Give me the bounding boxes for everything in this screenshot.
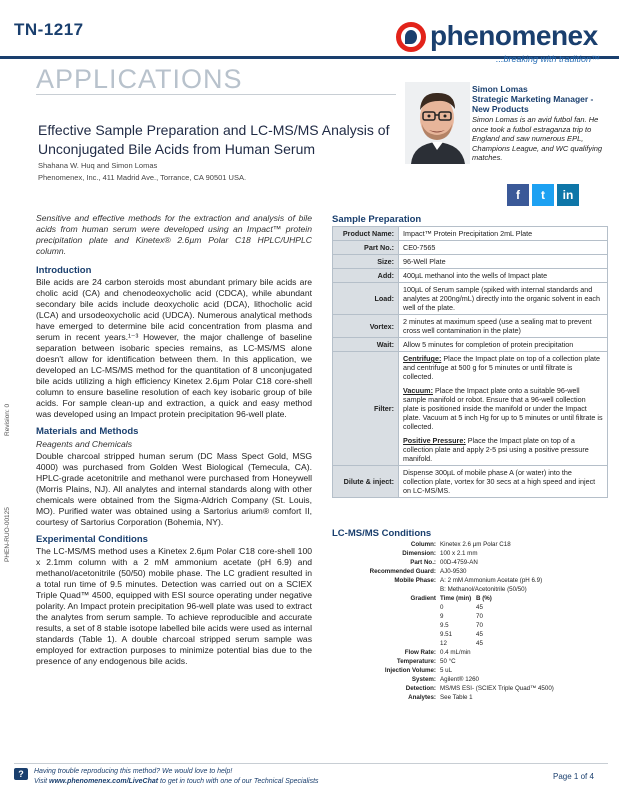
- section-underline: [36, 94, 396, 95]
- condition-key: Part No.:: [410, 559, 436, 566]
- table-row: [333, 466, 608, 498]
- list-item: [332, 693, 608, 702]
- gradient-row: [440, 639, 608, 648]
- row-key: Vortex:: [333, 315, 399, 338]
- author-affiliation: Phenomenex, Inc., 411 Madrid Ave., Torrance, CA 90501 USA.: [38, 173, 247, 182]
- phenomenex-logo-icon: [396, 22, 426, 52]
- row-value: 2 minutes at maximum speed (use a sealing mat to prevent cross well contamination in the plate): [399, 315, 608, 338]
- author-names: Shahana W. Huq and Simon Lomas: [38, 161, 158, 170]
- condition-value: AJ0-9530: [440, 568, 467, 575]
- list-item: [332, 648, 608, 657]
- footer-help-text: Having trouble reproducing this method? We would love to help!: [34, 768, 233, 775]
- twitter-icon[interactable]: t: [532, 184, 554, 206]
- gradient-time: 0: [440, 604, 444, 611]
- abstract: Sensitive and effective methods for the extraction and analysis of bile acids from human serum were developed using an Impact™ protein precipitation plate and Kinetex® 2.6µm Polar C18 HPLC/UHPLC column.: [36, 213, 312, 256]
- row-key: Part No.:: [333, 241, 399, 255]
- list-item: [332, 666, 608, 675]
- condition-key: Mobile Phase:: [394, 577, 436, 584]
- page-number: Page 1 of 4: [553, 772, 594, 781]
- section-label: APPLICATIONS: [36, 64, 243, 94]
- filter-centrifuge: [403, 354, 603, 381]
- list-item: [332, 657, 608, 666]
- filter-vacuum: [403, 386, 603, 431]
- lc-conditions-list: [332, 540, 608, 702]
- footer-divider: [14, 763, 608, 764]
- condition-value: See Table 1: [440, 694, 473, 701]
- list-item: [332, 675, 608, 684]
- table-row: [333, 269, 608, 283]
- left-column: [36, 213, 312, 667]
- table-row: [333, 338, 608, 352]
- gradient-block: [332, 594, 608, 648]
- row-value: 100µL of Serum sample (spiked with internal standards and analytes at 200ng/mL) directly into the organic solvent in each well of the plate.: [399, 283, 608, 315]
- condition-key: Recommended Guard:: [369, 568, 436, 575]
- gradient-col-time: Time (min): [440, 595, 472, 602]
- condition-value: 0.4 mL/min: [440, 649, 471, 656]
- table-row: [333, 283, 608, 315]
- condition-key: [332, 585, 440, 594]
- row-key: Filter:: [333, 352, 399, 466]
- footer-contact: [34, 778, 319, 785]
- row-value: 96-Well Plate: [399, 255, 608, 269]
- reagents-text: Double charcoal stripped human serum (DC Mass Spect Gold, MSG 4000) was purchased from Golden West Biological (Temecula, CA). HPLC-grade acetonitrile and methanol were purchased from Honeywell (Morris Plains, NJ). All analytes and internal standards along with other chemicals were obtained from the Sigma-Aldrich Company (St. Louis, MO). Purified water was obtained using a Sartorius arium® comfort II, courtesy of Sartorius Corporation (Bohemia, NY).: [36, 451, 312, 527]
- condition-value: Kinetex 2.6 µm Polar C18: [440, 541, 511, 548]
- row-value: Allow 5 minutes for completion of protein precipitation: [399, 338, 608, 352]
- condition-value: 5 uL: [440, 667, 453, 674]
- condition-value: 00D-4759-AN: [440, 559, 478, 566]
- author-spotlight: [472, 84, 610, 163]
- article-authors: [38, 160, 388, 184]
- author-photo-illustration: [405, 82, 470, 164]
- vacuum-text: Place the Impact plate onto a suitable 96-well sample manifold or robot. Ensure that a 96-well collection plate is positioned inside the manifold or under the Impact plate. Vacuum at 5 inch Hg for up to 5 minutes or until filtrate is collected.: [403, 386, 603, 431]
- gradient-time: 9.51: [440, 631, 453, 638]
- spotlight-role: Strategic Marketing Manager - New Products: [472, 94, 594, 114]
- gradient-time: 12: [440, 640, 447, 647]
- row-key: Size:: [333, 255, 399, 269]
- condition-value: Agilent® 1260: [440, 676, 479, 683]
- gradient-row: [440, 621, 608, 630]
- sample-prep-table: [332, 226, 608, 498]
- livechat-link[interactable]: www.phenomenex.com/LiveChat: [49, 778, 159, 785]
- list-item: [332, 585, 608, 594]
- row-value: Dispense 300µL of mobile phase A (or water) into the collection plate, vortex for 30 secs at a high speed and inject on LC-MS/MS.: [399, 466, 608, 498]
- materials-heading: Materials and Methods: [36, 426, 139, 437]
- spotlight-bio: Simon Lomas is an avid futbol fan. He once took a futbol estraganza trip to England and saw numerous EPL, Champions League, and WC qualifying matches.: [472, 115, 603, 162]
- centrifuge-label: Centrifuge:: [403, 354, 442, 363]
- centrifuge-text: Place the Impact plate on top of a collection plate and centrifuge at 500 g for 5 minutes or until filtrate is collected.: [403, 354, 600, 381]
- list-item: [332, 567, 608, 576]
- condition-key: Injection Volume:: [384, 667, 436, 674]
- phenomenex-logo[interactable]: [396, 18, 606, 66]
- facebook-icon[interactable]: f: [507, 184, 529, 206]
- spotlight-name: Simon Lomas: [472, 84, 528, 94]
- linkedin-icon[interactable]: in: [557, 184, 579, 206]
- tech-note-code: TN-1217: [14, 20, 84, 39]
- introduction-heading: Introduction: [36, 265, 92, 276]
- gradient-b: 70: [476, 613, 483, 620]
- table-row: [333, 227, 608, 241]
- condition-value: A: 2 mM Ammonium Acetate (pH 6.9): [440, 577, 543, 584]
- gradient-row: [440, 603, 608, 612]
- row-key: Add:: [333, 269, 399, 283]
- condition-key: Temperature:: [396, 658, 436, 665]
- condition-key: Dimension:: [402, 550, 436, 557]
- footer-suffix: to get in touch with one of our Technical Specialists: [158, 778, 319, 785]
- table-row: [333, 241, 608, 255]
- gradient-row: [440, 630, 608, 639]
- pressure-text: Place the Impact plate on top of a collection plate and apply 2-5 psi using a positive pressure manifold.: [403, 436, 589, 463]
- reagents-heading: Reagents and Chemicals: [36, 439, 133, 449]
- condition-value: B: Methanol/Acetonitrile (50/50): [440, 586, 527, 593]
- revision-label: Revision: 0: [4, 403, 11, 436]
- row-key: Dilute & inject:: [333, 466, 399, 498]
- condition-value: 100 x 2.1 mm: [440, 550, 478, 557]
- experimental-heading: Experimental Conditions: [36, 534, 148, 545]
- lc-conditions-heading: LC-MS/MS Conditions: [332, 528, 432, 539]
- author-photo: [405, 82, 470, 164]
- condition-value: MS/MS ESI- (SCIEX Triple Quad™ 4500): [440, 685, 554, 692]
- document-code: PHEN-RUO-00125: [4, 507, 11, 562]
- gradient-b: 70: [476, 622, 483, 629]
- gradient-table: [440, 594, 608, 648]
- list-item: [332, 540, 608, 549]
- pressure-label: Positive Pressure:: [403, 436, 466, 445]
- table-row: [333, 255, 608, 269]
- gradient-time: 9: [440, 613, 444, 620]
- filter-pressure: [403, 436, 603, 463]
- row-key: Product Name:: [333, 227, 399, 241]
- experimental-text: The LC-MS/MS method uses a Kinetex 2.6µm Polar C18 core-shell 100 x 2.1mm column with a 2 mM ammonium acetate (pH 6.9) and methanol/acetonitrile (50/50) mobile phase. The LC gradient resulted in a total run time of 9.5 minutes. Detection was carried out on a SCIEX Triple Quad™ 4500, equipped with ESI source operating under negative polarity. An Impact protein precipitation 96-well plate was used to extract the analytes from serum sample. To achieve reproducible and accurate results, a set of 8 stable isotope labelled bile acids were used as internal standards (Table 1). A double charcoal stripped serum sample was employed for extraction purposes to minimize potential bias due to the presence of any endogenous bile acids.: [36, 546, 312, 666]
- logo-tagline: ...breaking with tradition™: [496, 54, 601, 64]
- gradient-col-b: B (%): [476, 595, 492, 602]
- sample-prep-heading: Sample Preparation: [332, 214, 422, 225]
- help-icon: ?: [14, 768, 28, 780]
- vacuum-label: Vacuum:: [403, 386, 433, 395]
- list-item: [332, 684, 608, 693]
- logo-wordmark: phenomenex: [430, 20, 598, 51]
- row-value: 400µL methanol into the wells of Impact plate: [399, 269, 608, 283]
- list-item: [332, 576, 608, 585]
- row-key: Load:: [333, 283, 399, 315]
- gradient-b: 45: [476, 631, 483, 638]
- row-value: CE0-7565: [399, 241, 608, 255]
- list-item: [332, 558, 608, 567]
- condition-key: System:: [411, 676, 436, 683]
- table-row: [333, 315, 608, 338]
- row-key: Wait:: [333, 338, 399, 352]
- list-item: [332, 549, 608, 558]
- condition-key: Column:: [410, 541, 436, 548]
- filter-options: [399, 352, 608, 466]
- gradient-b: 45: [476, 604, 483, 611]
- gradient-header: [440, 594, 608, 603]
- row-value: Impact™ Protein Precipitation 2mL Plate: [399, 227, 608, 241]
- table-row: [333, 352, 608, 466]
- gradient-row: [440, 612, 608, 621]
- condition-value: 50 °C: [440, 658, 456, 665]
- condition-key: Gradient: [410, 595, 436, 602]
- gradient-b: 45: [476, 640, 483, 647]
- footer-prefix: Visit: [34, 778, 50, 785]
- introduction-text: Bile acids are 24 carbon steroids most abundant primary bile acids are cholic acid (CA) and chenodeoxycholic acid (CDCA), while abundant secondary bile acids include deoxycholic acid (DCA), lithocholic acid (LCA) and ursodeoxycholic acid (UDCA). Numerous analytical methods have emerged to determine bile acid concentration from plasma and serum in recent years.¹⁻³ However, the major challenge of baseline separation between isobaric species remains, as LC-MS/MS alone doesn't allow for identification between them. In this application, we developed an LC-MS/MS method for the quantitation of 8 unconjugated bile acids utilizing a high efficiency Kinetex 2.6µm Polar C18 core-shell column to ensure baseline resolution of each key isobaric group of bile acids. For sample clean-up and extraction, a quick and easy method was developed using an Impact protein precipitation 96-well plate.: [36, 277, 312, 419]
- condition-key: Detection:: [405, 685, 436, 692]
- condition-key: Analytes:: [408, 694, 436, 701]
- gradient-time: 9.5: [440, 622, 449, 629]
- article-title: Effective Sample Preparation and LC-MS/MS Analysis of Unconjugated Bile Acids from Human Serum: [38, 122, 390, 157]
- condition-key: Flow Rate:: [404, 649, 436, 656]
